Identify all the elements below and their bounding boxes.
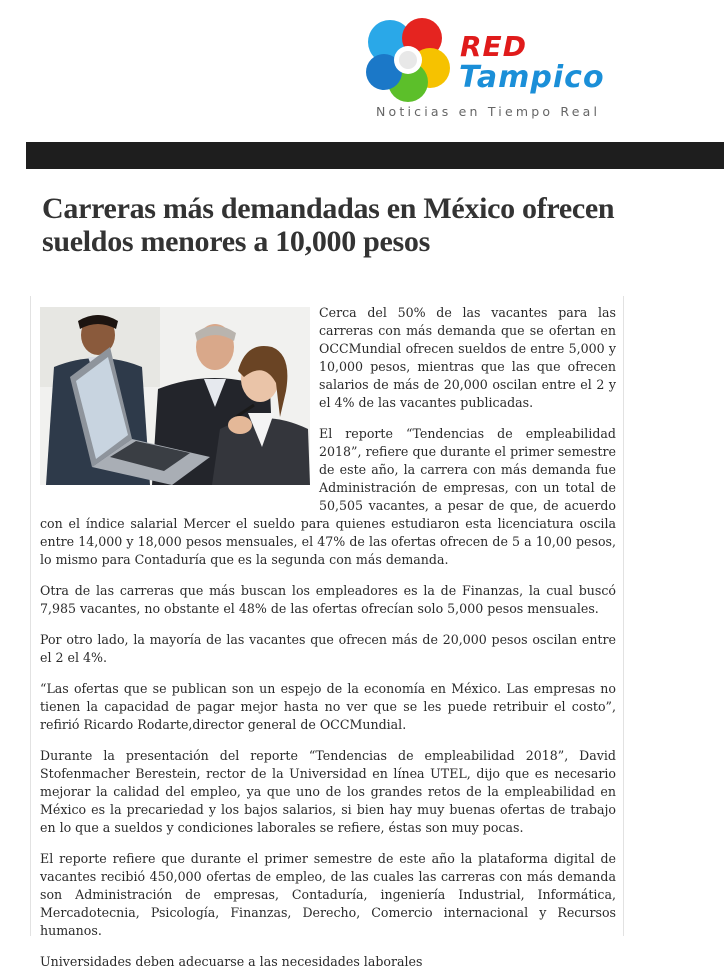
logo-tagline: Noticias en Tiempo Real [376,104,601,119]
paragraph: Cerca del 50% de las vacantes para las carreras con más demanda que se ofertan en OCCMundial ofrecen sueldos de entre 5,000 y 10,000 pesos, mientras que las que ofrecen salarios de más de 20,000 oscilan entre el 2 y el 4% de las vacantes publicadas. [319,305,616,410]
site-logo[interactable] [362,12,662,124]
logo-text-tampico: Tampico [459,60,605,95]
paragraph: El reporte refiere que durante el primer semestre de este año la plataforma digital de vacantes recibió 450,000 ofertas de empleo, de las cuales las carreras con más demanda son Administración de empresas, Contaduría, ingeniería Industrial, Informática, Mercadotecnia, Psicología, Finanzas, Derecho, Comercio internacional y Recursos humanos. [40,851,616,938]
paragraph: Durante la presentación del reporte “Tendencias de empleabilidad 2018”, David Stofenmacher Berestein, rector de la Universidad en línea UTEL, dijo que es necesario mejorar la calidad del empleo, ya que uno de los grandes retos de la empleabilidad en México es la precariedad y los bajos salarios, si bien hay muy buenas ofertas de trabajo en lo que a sueldos y condiciones laborales se refiere, éstas son muy pocas. [40,748,616,835]
logo-text-red: RED [460,30,527,63]
article-body [40,304,616,980]
paragraph: Otra de las carreras que más buscan los empleadores es la de Finanzas, la cual buscó 7,985 vacantes, no obstante el 48% de las ofertas ofrecían solo 5,000 pesos mensuales. [40,583,616,616]
subheading: Universidades deben adecuarse a las necesidades laborales [40,954,423,969]
paragraph: El reporte “Tendencias de empleabilidad 2018”, refiere que durante el primer semestre de este año, la carrera con más demanda fue Administración de empresas, con un total de 50,505 vacantes, a pesar de que, de acuerdo con el índice salarial Mercer el sueldo para quienes estudiaron esta licenciatura oscila entre 14,000 y 18,000 pesos mensuales, el 47% de las ofertas ofrecen de 5 a 10,00 pesos, lo mismo para Contaduría que es la segunda con más demanda. [40,426,616,567]
image-wrap-spacer [40,304,319,508]
article-title: Carreras más demandadas en México ofrecen sueldos menores a 10,000 pesos [42,192,615,258]
paragraph: Por otro lado, la mayoría de las vacantes que ofrecen más de 20,000 pesos oscilan entre el 2 el 4%. [40,632,616,665]
paragraph: “Las ofertas que se publican son un espejo de la economía en México. Las empresas no tienen la capacidad de pagar mejor hasta no ver que se les puede retribuir el costo”, refirió Ricardo Rodarte,director general de OCCMundial. [40,681,616,732]
pinwheel-logo-icon [364,16,454,106]
navigation-bar [26,142,724,169]
